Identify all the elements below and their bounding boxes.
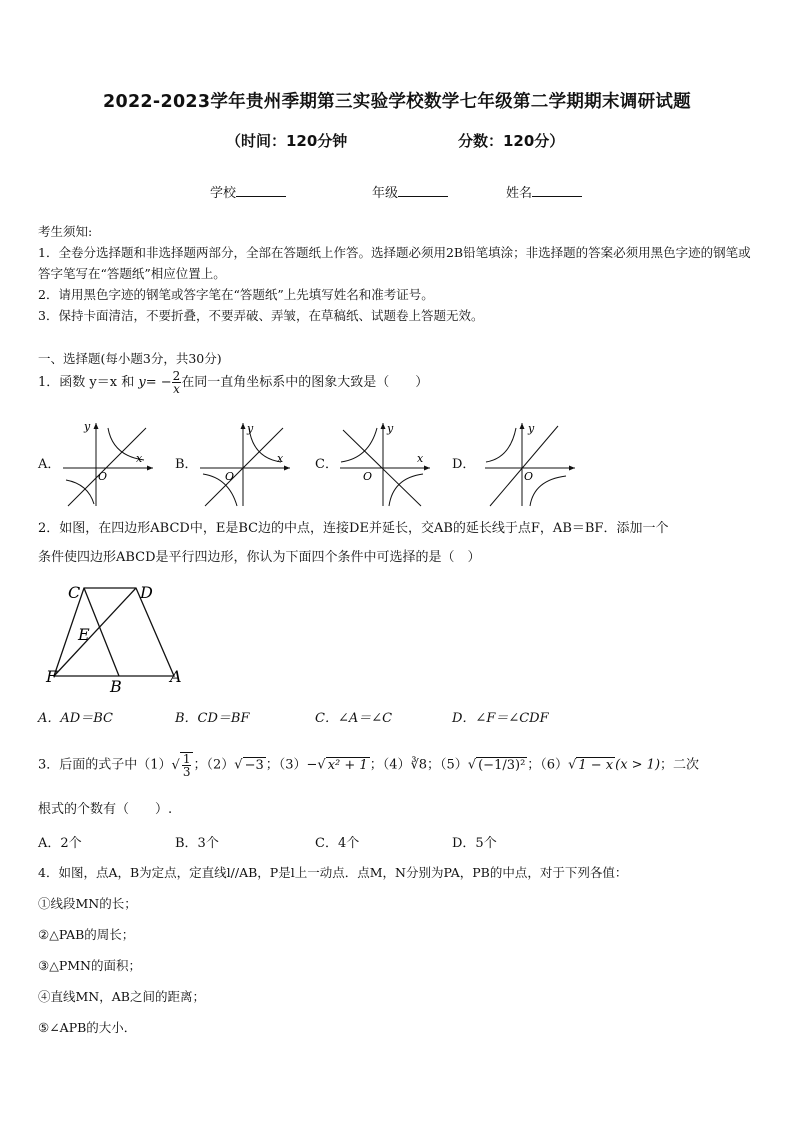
grade-label: 年级 (372, 186, 399, 201)
x-label: x (277, 452, 284, 465)
q3-sep: ；（5） (427, 757, 468, 773)
label-d: D (140, 583, 153, 602)
q3-option-b[interactable]: B．3个 (175, 836, 219, 851)
origin-label: O (524, 470, 534, 483)
q3-sep: ；（4） (369, 757, 411, 773)
x-arrow (284, 466, 290, 471)
label-f: F (46, 667, 58, 686)
label-c: C (68, 583, 81, 602)
notice-item: 1．全卷分选择题和非选择题两部分，全部在答题纸上作答。选择题必须用2B铅笔填涂；非选择题的答案必须用黑色字迹的钢笔或答字笔写在“答题纸”相应位置上。 (38, 245, 751, 281)
q1-fn-eq: = − (145, 375, 172, 390)
q1-graph-c (335, 418, 435, 510)
q4-item-2: ②△PAB的周长； (38, 927, 135, 942)
x-arrow (147, 466, 153, 471)
q3-sep: ；（3）− (265, 757, 318, 773)
origin-label: O (98, 470, 108, 483)
q4-item-1: ①线段MN的长； (38, 896, 137, 911)
exam-score: 分数：120分） (458, 132, 565, 150)
q4-item-4: ④直线MN，AB之间的距离； (38, 989, 205, 1004)
school-label: 学校 (210, 186, 237, 201)
q1-fn-y: y (138, 375, 146, 390)
exam-time: （时间：120分钟 (226, 132, 348, 150)
q3-text: 3．后面的式子中（1） (38, 757, 172, 773)
line-graph (205, 428, 283, 506)
q4-item-5: ⑤∠APB的大小． (38, 1020, 137, 1035)
q3-expr4: ∛8 (410, 757, 428, 773)
q3-cond6: (x > 1) (615, 757, 661, 773)
q2-option-b[interactable]: B．CD＝BF (175, 711, 250, 726)
x-label: x (417, 452, 424, 465)
q3-expr5: (−1/3)² (478, 757, 526, 773)
y-label: y (84, 420, 91, 433)
segment-df (54, 588, 136, 676)
notice-item: 2．请用黑色字迹的钢笔或答字笔在“答题纸”上先填写姓名和准考证号。 (38, 287, 434, 302)
line-graph (68, 428, 146, 506)
y-label: y (387, 422, 394, 435)
sqrt-1-3: √ $\frac{1}{3}$ (172, 758, 194, 773)
q1-option-b[interactable]: B． (175, 457, 198, 472)
q1-option-d[interactable]: D． (452, 457, 476, 472)
y-arrow (241, 423, 246, 429)
q2-figure (44, 578, 194, 696)
q2-option-d[interactable]: D．∠F＝∠CDF (452, 711, 549, 726)
hyperbola-branch (530, 476, 566, 506)
q3-option-a[interactable]: A．2个 (38, 836, 82, 851)
q3-expr6: 1 − x (578, 757, 614, 773)
name-label: 姓名 (506, 186, 533, 201)
q3-f1-den: 3 (182, 765, 191, 779)
y-arrow (381, 423, 386, 429)
q3-tail: ；二次 (660, 757, 700, 773)
q1-den: x (173, 382, 180, 396)
label-a: A (170, 667, 182, 686)
y-label: y (528, 422, 535, 435)
notice-heading: 考生须知: (38, 224, 93, 239)
line-graph (490, 426, 558, 506)
q3-sep: ；（6） (527, 757, 569, 773)
name-field[interactable] (506, 182, 582, 201)
q3-expr2: −3 (244, 757, 264, 773)
hyperbola-branch (486, 428, 516, 462)
label-e: E (78, 625, 90, 644)
q3-sep: ；（2） (193, 757, 235, 773)
school-field[interactable] (210, 182, 286, 201)
y-label: y (247, 422, 254, 435)
q1-graph-b (195, 418, 295, 510)
q3-option-d[interactable]: D．5个 (452, 836, 497, 851)
y-arrow (520, 423, 525, 429)
x-arrow (424, 466, 430, 471)
q2-line2: 条件使四边形ABCD是平行四边形，你认为下面四个条件中可选择的是（ ） (38, 550, 481, 565)
q1-text-post: 在同一直角坐标系中的图象大致是（ ） (181, 375, 429, 390)
q2-line1: 2．如图，在四边形ABCD中，E是BC边的中点，连接DE并延长，交AB的延长线于点F，AB＝BF．添加一个 (38, 521, 669, 536)
notice-item: 3．保持卡面清洁，不要折叠，不要弄破、弄皱，在草稿纸、试题卷上答题无效。 (38, 308, 484, 323)
q3-expr3: x² + 1 (327, 757, 368, 773)
q1-option-c[interactable]: C． (315, 457, 338, 472)
exam-title: 2022-2023学年贵州季期第三实验学校数学七年级第二学期期末调研试题 (103, 92, 691, 112)
grade-field[interactable] (372, 182, 448, 201)
question-3: 3．后面的式子中（1）√ $\frac{1}{3}$ ；（2）√ −3 ；（3）−√ x² + 1 ；（4）∛8；（5）√ (−1/3)² ；（6）√ 1 − x (x > 1)；二次 (38, 752, 700, 779)
q3-line2: 根式的个数有（ ）. (38, 802, 173, 817)
hyperbola-branch (389, 474, 423, 506)
question-4: 4．如图，点A，B为定点，定直线l//AB，P是l上一动点．点M，N分别为PA，PB的中点，对于下列各值： (38, 865, 628, 880)
label-b: B (110, 677, 122, 696)
x-arrow (569, 466, 575, 471)
section-heading: 一、选择题(每小题3分，共30分) (38, 351, 222, 366)
q4-item-3: ③△PMN的面积； (38, 958, 141, 973)
q1-graph-a (58, 418, 158, 510)
q3-option-c[interactable]: C．4个 (315, 836, 360, 851)
q3-f1-num: 1 (182, 752, 191, 766)
question-1 (38, 370, 760, 395)
q1-graph-d (480, 418, 580, 510)
q1-fraction (172, 370, 182, 395)
x-label: x (136, 452, 143, 465)
exam-notice (38, 221, 758, 326)
q1-text: 1．函数 y＝x 和 (38, 375, 139, 390)
question-2 (38, 519, 760, 568)
origin-label: O (225, 470, 235, 483)
q2-option-c[interactable]: C．∠A＝∠C (315, 711, 393, 726)
q1-option-a[interactable]: A． (38, 457, 61, 472)
y-arrow (94, 423, 99, 429)
q2-option-a[interactable]: A．AD＝BC (38, 711, 113, 726)
origin-label: O (363, 470, 373, 483)
q1-num: 2 (172, 369, 181, 383)
